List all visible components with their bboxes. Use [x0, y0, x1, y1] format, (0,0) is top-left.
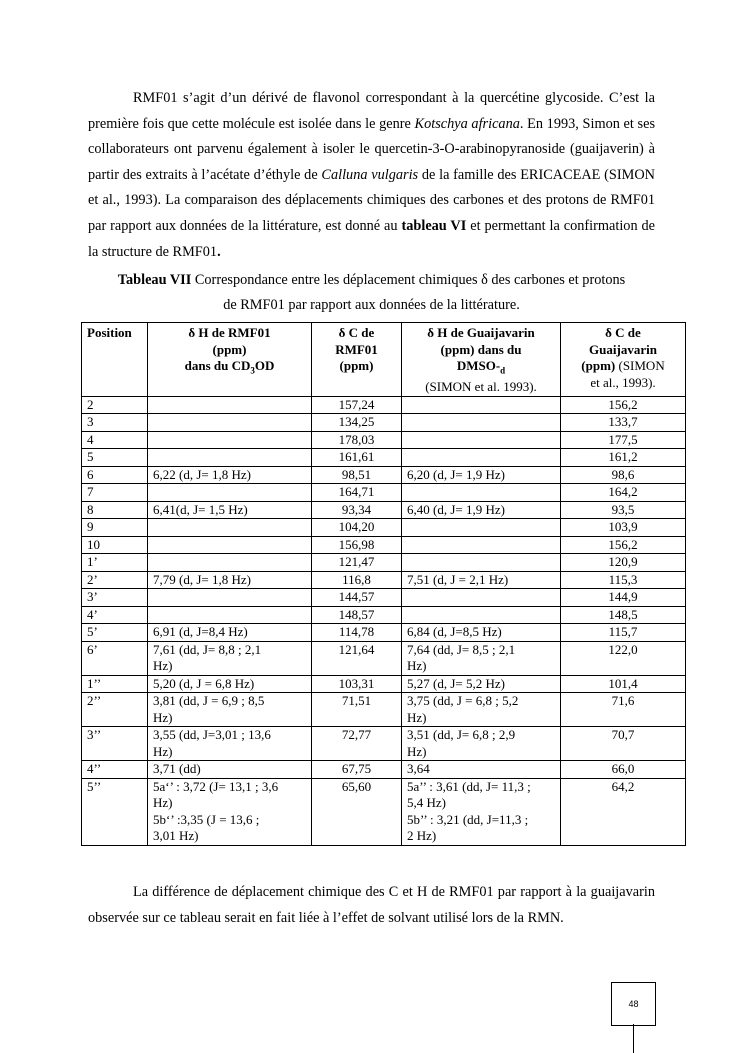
cell-c-rmf01: 104,20 — [312, 519, 402, 537]
table-row — [82, 693, 686, 727]
page-number-line — [633, 1024, 634, 1053]
cell-c-rmf01: 161,61 — [312, 449, 402, 467]
cell-c-rmf01: 164,71 — [312, 484, 402, 502]
table-row — [82, 519, 686, 537]
table-row — [82, 624, 686, 642]
cell-position: 1’’ — [82, 675, 148, 693]
intro-text-1: RMF01 s’agit d’un dérivé de flavonol correspondant à la quercétine glycoside. C’est la première fois que cette molécule est isolée dans le genre — [88, 90, 655, 132]
table-row — [82, 675, 686, 693]
cell-h-rmf01 — [148, 606, 312, 624]
table-row — [82, 589, 686, 607]
cell-h-guaijavarin: 6,84 (d, J=8,5 Hz) — [402, 624, 561, 642]
cell-position: 3’ — [82, 589, 148, 607]
page-number: 48 — [611, 982, 656, 1026]
header-position: Position — [82, 323, 148, 397]
table-row — [82, 396, 686, 414]
cell-h-rmf01: 3,81 (dd, J = 6,9 ; 8,5 Hz) — [148, 693, 312, 727]
cell-c-guaijavarin: 64,2 — [561, 778, 686, 845]
cell-h-rmf01: 7,61 (dd, J= 8,8 ; 2,1 Hz) — [148, 641, 312, 675]
cell-h-rmf01: 6,91 (d, J=8,4 Hz) — [148, 624, 312, 642]
cell-h-guaijavarin: 6,40 (d, J= 1,9 Hz) — [402, 501, 561, 519]
caption-line-2: de RMF01 par rapport aux données de la littérature. — [223, 297, 520, 313]
cell-h-guaijavarin — [402, 431, 561, 449]
cell-h-guaijavarin — [402, 396, 561, 414]
table-row — [82, 536, 686, 554]
cell-c-guaijavarin: 156,2 — [561, 536, 686, 554]
cell-c-rmf01: 121,64 — [312, 641, 402, 675]
cell-c-rmf01: 98,51 — [312, 466, 402, 484]
cell-h-rmf01 — [148, 449, 312, 467]
cell-c-rmf01: 65,60 — [312, 778, 402, 845]
caption-label: Tableau VII — [117, 272, 192, 288]
intro-paragraph — [88, 86, 655, 265]
cell-h-guaijavarin: 3,75 (dd, J = 6,8 ; 5,2 Hz) — [402, 693, 561, 727]
table-row — [82, 727, 686, 761]
table-row — [82, 571, 686, 589]
cell-position: 2 — [82, 396, 148, 414]
cell-h-guaijavarin — [402, 589, 561, 607]
cell-h-guaijavarin: 5a’’ : 3,61 (dd, J= 11,3 ; 5,4 Hz) 5b’’ : 3,21 (dd, J=11,3 ; 2 Hz) — [402, 778, 561, 845]
cell-c-rmf01: 157,24 — [312, 396, 402, 414]
cell-c-guaijavarin: 133,7 — [561, 414, 686, 432]
cell-h-guaijavarin — [402, 414, 561, 432]
cell-c-rmf01: 178,03 — [312, 431, 402, 449]
genus-name: Kotschya africana — [414, 115, 520, 132]
caption-text-1: Correspondance entre les déplacement chimiques δ des carbones et protons — [191, 272, 626, 288]
header-h-guaijavarin: δ H de Guaijavarin (ppm) dans du DMSO-$_d$ (SIMON et al. 1993). — [402, 323, 561, 397]
cell-h-guaijavarin: 3,64 — [402, 761, 561, 779]
intro-end-period: . — [217, 243, 221, 260]
cell-h-guaijavarin — [402, 484, 561, 502]
intro-text-2: . En 1993, Simon et ses collaborateurs ont parvenu également à isoler le quercetin-3-O-arabinopyranoside (guaijaverin) à partir des extraits à l’acétate d’éthyle de — [88, 115, 656, 183]
cell-c-guaijavarin: 161,2 — [561, 449, 686, 467]
table-row — [82, 449, 686, 467]
conclusion-paragraph: La différence de déplacement chimique des C et H de RMF01 par rapport à la guaijavarin observée sur ce tableau serait en fait liée à l’effet de solvant utilisé lors de la RMN. — [88, 884, 655, 926]
header-c-guaijavarin: δ C de Guaijavarin (ppm) (SIMON et al., 1993). — [561, 323, 686, 397]
cell-h-guaijavarin: 7,64 (dd, J= 8,5 ; 2,1 Hz) — [402, 641, 561, 675]
cell-c-guaijavarin: 70,7 — [561, 727, 686, 761]
cell-h-guaijavarin: 6,20 (d, J= 1,9 Hz) — [402, 466, 561, 484]
intro-text-3: de la famille des ERICACEAE (SIMON et al., 1993). La comparaison des déplacements chimiques des carbones et des protons de RMF01 par rapport aux données de la littérature, est donné au — [88, 166, 655, 234]
table-row — [82, 501, 686, 519]
table-row — [82, 778, 686, 845]
cell-position: 9 — [82, 519, 148, 537]
cell-c-rmf01: 144,57 — [312, 589, 402, 607]
caption-line-1 — [88, 268, 655, 293]
header-c-rmf01: δ C de RMF01 (ppm) — [312, 323, 402, 397]
cell-c-guaijavarin: 144,9 — [561, 589, 686, 607]
cell-h-rmf01: 5,20 (d, J = 6,8 Hz) — [148, 675, 312, 693]
cell-c-guaijavarin: 177,5 — [561, 431, 686, 449]
cell-c-rmf01: 72,77 — [312, 727, 402, 761]
cell-position: 4’ — [82, 606, 148, 624]
cell-c-rmf01: 71,51 — [312, 693, 402, 727]
table-row — [82, 466, 686, 484]
cell-c-guaijavarin: 103,9 — [561, 519, 686, 537]
cell-c-rmf01: 93,34 — [312, 501, 402, 519]
cell-h-rmf01: 7,79 (d, J= 1,8 Hz) — [148, 571, 312, 589]
cell-c-rmf01: 156,98 — [312, 536, 402, 554]
cell-c-guaijavarin: 66,0 — [561, 761, 686, 779]
table-row — [82, 484, 686, 502]
cell-c-rmf01: 121,47 — [312, 554, 402, 572]
cell-h-rmf01: 6,41(d, J= 1,5 Hz) — [148, 501, 312, 519]
cell-position: 4 — [82, 431, 148, 449]
cell-position: 4’’ — [82, 761, 148, 779]
cell-c-guaijavarin: 120,9 — [561, 554, 686, 572]
intro-text-4: et permettant la confirmation de la structure de RMF01 — [88, 217, 656, 260]
cell-c-rmf01: 134,25 — [312, 414, 402, 432]
cell-c-guaijavarin: 115,3 — [561, 571, 686, 589]
table-row — [82, 606, 686, 624]
cell-position: 10 — [82, 536, 148, 554]
cell-position: 3 — [82, 414, 148, 432]
cell-h-guaijavarin — [402, 536, 561, 554]
cell-h-rmf01: 6,22 (d, J= 1,8 Hz) — [148, 466, 312, 484]
cell-position: 6 — [82, 466, 148, 484]
table-row — [82, 414, 686, 432]
cell-c-rmf01: 103,31 — [312, 675, 402, 693]
cell-position: 5 — [82, 449, 148, 467]
cell-c-guaijavarin: 148,5 — [561, 606, 686, 624]
cell-position: 5’ — [82, 624, 148, 642]
cell-c-guaijavarin: 122,0 — [561, 641, 686, 675]
cell-h-rmf01 — [148, 519, 312, 537]
cell-h-rmf01: 5a‘’ : 3,72 (J= 13,1 ; 3,6 Hz) 5b‘’ :3,35 (J = 13,6 ; 3,01 Hz) — [148, 778, 312, 845]
header-h-rmf01: δ H de RMF01 (ppm) dans du $CD_3OD$ — [148, 323, 312, 397]
cell-position: 2’ — [82, 571, 148, 589]
table-row — [82, 641, 686, 675]
cell-h-rmf01 — [148, 431, 312, 449]
cell-c-guaijavarin: 164,2 — [561, 484, 686, 502]
cell-c-guaijavarin: 98,6 — [561, 466, 686, 484]
cell-c-guaijavarin: 101,4 — [561, 675, 686, 693]
table-row — [82, 431, 686, 449]
table-row — [82, 761, 686, 779]
table-caption — [88, 268, 655, 318]
cell-c-guaijavarin: 71,6 — [561, 693, 686, 727]
species-name: Calluna vulgaris — [321, 166, 419, 183]
cell-h-rmf01 — [148, 484, 312, 502]
cell-position: 3’’ — [82, 727, 148, 761]
cell-h-rmf01 — [148, 396, 312, 414]
cell-c-guaijavarin: 115,7 — [561, 624, 686, 642]
cell-c-guaijavarin: 93,5 — [561, 501, 686, 519]
cell-h-guaijavarin — [402, 449, 561, 467]
cell-position: 5’’ — [82, 778, 148, 845]
cell-h-rmf01 — [148, 414, 312, 432]
cell-c-rmf01: 148,57 — [312, 606, 402, 624]
cell-h-rmf01 — [148, 554, 312, 572]
cell-h-guaijavarin: 7,51 (d, J = 2,1 Hz) — [402, 571, 561, 589]
cell-h-rmf01 — [148, 536, 312, 554]
nmr-data-table — [81, 322, 686, 846]
cell-h-rmf01 — [148, 589, 312, 607]
cell-h-guaijavarin — [402, 606, 561, 624]
cell-h-guaijavarin — [402, 519, 561, 537]
cell-h-guaijavarin: 5,27 (d, J= 5,2 Hz) — [402, 675, 561, 693]
cell-position: 1’ — [82, 554, 148, 572]
cell-position: 8 — [82, 501, 148, 519]
cell-c-rmf01: 116,8 — [312, 571, 402, 589]
cell-h-rmf01: 3,55 (dd, J=3,01 ; 13,6 Hz) — [148, 727, 312, 761]
cell-c-rmf01: 67,75 — [312, 761, 402, 779]
cell-h-guaijavarin: 3,51 (dd, J= 6,8 ; 2,9 Hz) — [402, 727, 561, 761]
table-row — [82, 554, 686, 572]
cell-h-guaijavarin — [402, 554, 561, 572]
cell-c-guaijavarin: 156,2 — [561, 396, 686, 414]
cell-position: 6’ — [82, 641, 148, 675]
cell-position: 2’’ — [82, 693, 148, 727]
cell-h-rmf01: 3,71 (dd) — [148, 761, 312, 779]
cell-position: 7 — [82, 484, 148, 502]
cell-c-rmf01: 114,78 — [312, 624, 402, 642]
table-header-row — [82, 323, 686, 397]
table-reference: tableau VI — [401, 217, 467, 234]
